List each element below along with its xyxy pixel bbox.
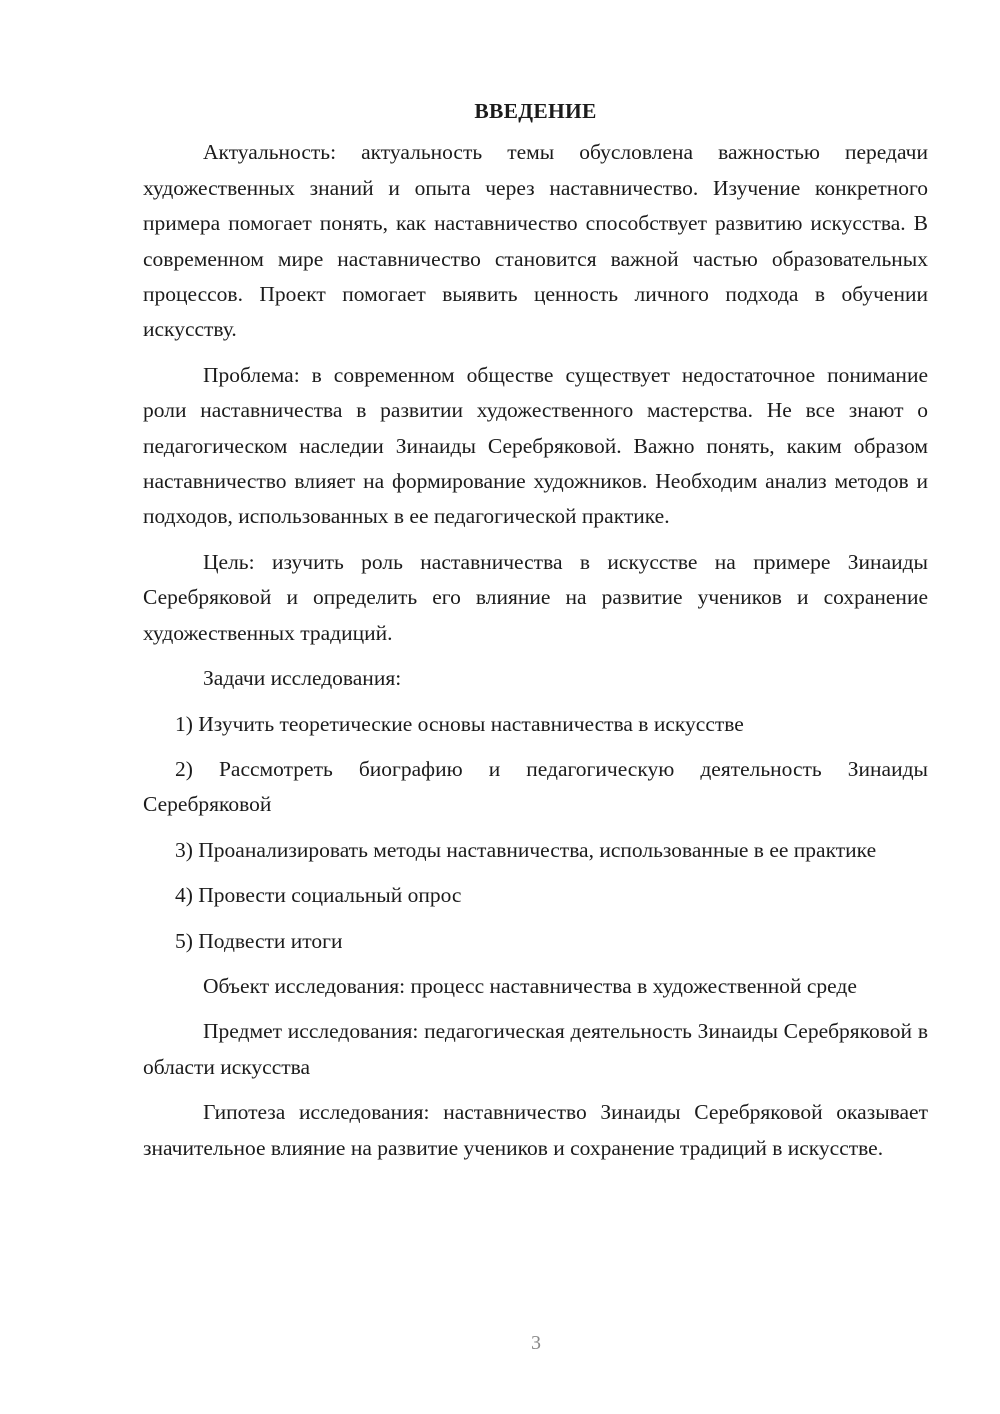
hypothesis-paragraph: Гипотеза исследования: наставничество Зинаиды Серебряковой оказывает значительное влияние на развитие учеников и сохранение традиций в искусстве. bbox=[143, 1100, 928, 1160]
page-number: 3 bbox=[531, 1332, 541, 1354]
task-item-5: 5) Подвести итоги bbox=[175, 928, 343, 953]
task-item-4: 4) Провести социальный опрос bbox=[175, 883, 462, 908]
problem-paragraph: Проблема: в современном обществе существует недостаточное понимание роли наставничества в развитии художественного мастерства. Не все знают о педагогическом наследии Зинаиды Серебряковой. Важно понять, каким образом наставничество влияет на формирование художников. Необходим анализ методов и подходов, использованных в ее педагогической практике. bbox=[143, 362, 928, 529]
goal-paragraph: Цель: изучить роль наставничества в искусстве на примере Зинаиды Серебряковой и определить его влияние на развитие учеников и сохранение художественных традиций. bbox=[143, 549, 928, 645]
task-item-3: 3) Проанализировать методы наставничества, использованные в ее практике bbox=[175, 837, 877, 862]
relevance-paragraph: Актуальность: актуальность темы обусловлена важностью передачи художественных знаний и опыта через наставничество. Изучение конкретного примера помогает понять, как наставничество способствует развитию искусства. В современном мире наставничество становится важной частью образовательных процессов. Проект помогает выявить ценность личного подхода в обучении искусству. bbox=[143, 140, 928, 342]
task-item-2: 2) Рассмотреть биографию и педагогическую деятельность Зинаиды Серебряковой bbox=[143, 756, 928, 817]
task-item-1: 1) Изучить теоретические основы наставничества в искусстве bbox=[175, 711, 744, 736]
object-paragraph: Объект исследования: процесс наставничества в художественной среде bbox=[203, 973, 857, 998]
page-title: ВВЕДЕНИЕ bbox=[474, 99, 597, 123]
tasks-heading: Задачи исследования: bbox=[203, 666, 402, 691]
document-page bbox=[143, 94, 928, 1176]
subject-paragraph: Предмет исследования: педагогическая деятельность Зинаиды Серебряковой в области искусства bbox=[143, 1019, 928, 1079]
